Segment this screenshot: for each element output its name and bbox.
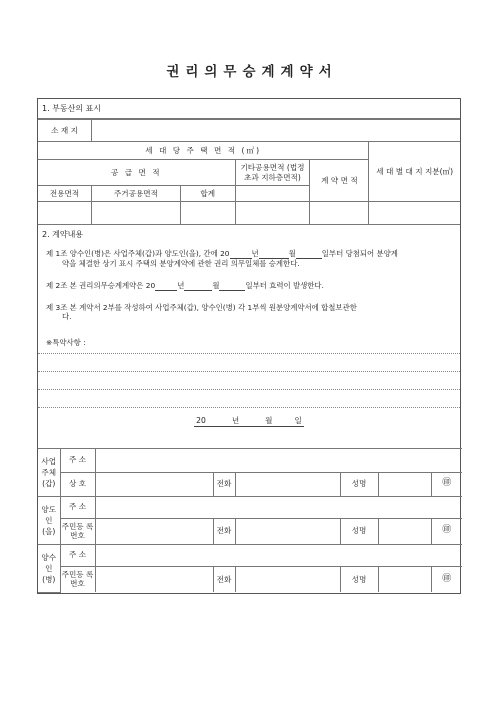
contract-section [38,224,460,448]
transferee-address-label: 주 소 [60,544,95,566]
residential-common-label: 주거공용면적 [92,186,181,202]
transferee-id-label: 주민등 록번호 [60,566,95,592]
clause1-text-a: 제 1조 양수인(병)은 사업주체(갑)과 양도인(을), 간에 20 [46,248,230,258]
developer-phone-field[interactable] [235,472,340,496]
transferor-address-label: 주 소 [60,496,95,518]
contract-frame [37,98,461,594]
transferee-name-label: 성명 [340,566,378,592]
developer-seal: ㊞ [431,472,462,496]
transferor-label: 양도 인 (을) [38,496,60,544]
location-field[interactable] [92,120,460,142]
clause2-month-blank[interactable] [184,281,212,291]
clause-3 [46,303,456,323]
household-share-field[interactable] [369,202,460,224]
exclusive-area-label: 전용면적 [38,186,92,202]
transferee-label: 양수 인 (병) [38,544,60,592]
date-prefix: 20 [196,415,206,425]
clause1-day-blank[interactable] [296,249,322,259]
developer-name-label: 성명 [340,472,378,496]
contract-area-label: 계 약 면 적 [310,160,369,202]
household-share-label: 세 대 별 대 지 지분(㎡) [369,142,460,202]
section1-heading: 1. 부동산의 표시 [38,99,460,119]
supply-total-field[interactable] [180,202,235,224]
other-common-area-field[interactable] [235,202,310,224]
clause2-year-blank[interactable] [155,281,177,291]
section2-heading: 2. 계약내용 [42,229,84,239]
transferee-name-field[interactable] [378,566,431,592]
other-common-value-field[interactable] [235,186,310,202]
special-terms-line-1[interactable] [38,353,460,354]
clause3-text-a: 제 3조 본 계약서 2부를 작성하여 사업주체(갑), 양수인(병) 각 1부씩 원분양계약서에 합철보관한 [46,302,357,312]
transferee-phone-field[interactable] [235,566,340,592]
developer-phone-label: 전화 [213,472,235,496]
transferee-seal: ㊞ [431,566,462,592]
transferor-phone-field[interactable] [235,518,340,544]
clause1-month-label: 월 [288,248,296,258]
clause2-text-b: 일부터 효력이 발생한다. [245,280,324,290]
transferor-seal: ㊞ [431,518,462,544]
date-day-label: 일 [294,415,302,425]
parties-table [38,448,462,593]
special-terms-line-2[interactable] [38,371,460,372]
clause3-text-b: 다. [62,312,72,322]
location-label: 소 재 지 [38,120,92,142]
special-terms-line-3[interactable] [38,389,460,390]
special-terms-label: ※특약사항 : [46,337,86,347]
developer-name-field[interactable] [378,472,431,496]
residential-common-field[interactable] [92,202,181,224]
clause1-year-label: 년 [251,248,259,258]
developer-address-field[interactable] [95,448,462,472]
transferee-phone-label: 전화 [213,566,235,592]
clause1-text-c: 약을 체결한 상기 표시 주택의 분양계약에 관한 권리 의무일체를 승계한다. [62,258,300,268]
transferee-address-field[interactable] [95,544,462,566]
transferor-id-field[interactable] [95,518,213,544]
clause-1 [46,249,456,269]
clause1-text-b: 일부터 당첨되어 분양계 [321,248,398,258]
supply-area-label: 공 급 면 적 [38,160,235,186]
transferee-id-field[interactable] [95,566,213,592]
developer-company-field[interactable] [95,472,213,496]
document-title: 권리의무승계계약서 [166,64,338,80]
contract-date [38,415,460,427]
developer-company-label: 상 호 [60,472,95,496]
property-table [38,119,460,224]
date-year-label: 년 [231,415,240,425]
supply-total-label: 합계 [180,186,235,202]
clause2-year-label: 년 [177,280,185,290]
special-terms-line-4[interactable] [38,407,460,408]
clause-2 [46,281,456,291]
unit-area-label: 세 대 당 주 택 면 적 (㎡) [38,142,369,160]
clause2-month-label: 월 [212,280,220,290]
transferor-name-label: 성명 [340,518,378,544]
clause1-year-blank[interactable] [230,249,252,259]
clause1-month-blank[interactable] [259,249,289,259]
date-month-label: 월 [265,415,273,425]
transferor-address-field[interactable] [95,496,462,518]
transferor-id-label: 주민등 록번호 [60,518,95,544]
transferor-phone-label: 전화 [213,518,235,544]
developer-label: 사업 주체 (갑) [38,448,60,496]
developer-address-label: 주 소 [60,448,95,472]
contract-area-field[interactable] [310,202,369,224]
clause2-text-a: 제 2조 본 권리의무승계계약은 20 [46,280,156,290]
exclusive-area-field[interactable] [38,202,92,224]
transferor-name-field[interactable] [378,518,431,544]
clause2-day-blank[interactable] [219,281,245,291]
other-common-label: 기타공용면적 (법정초과 지하층면적) [235,160,310,186]
